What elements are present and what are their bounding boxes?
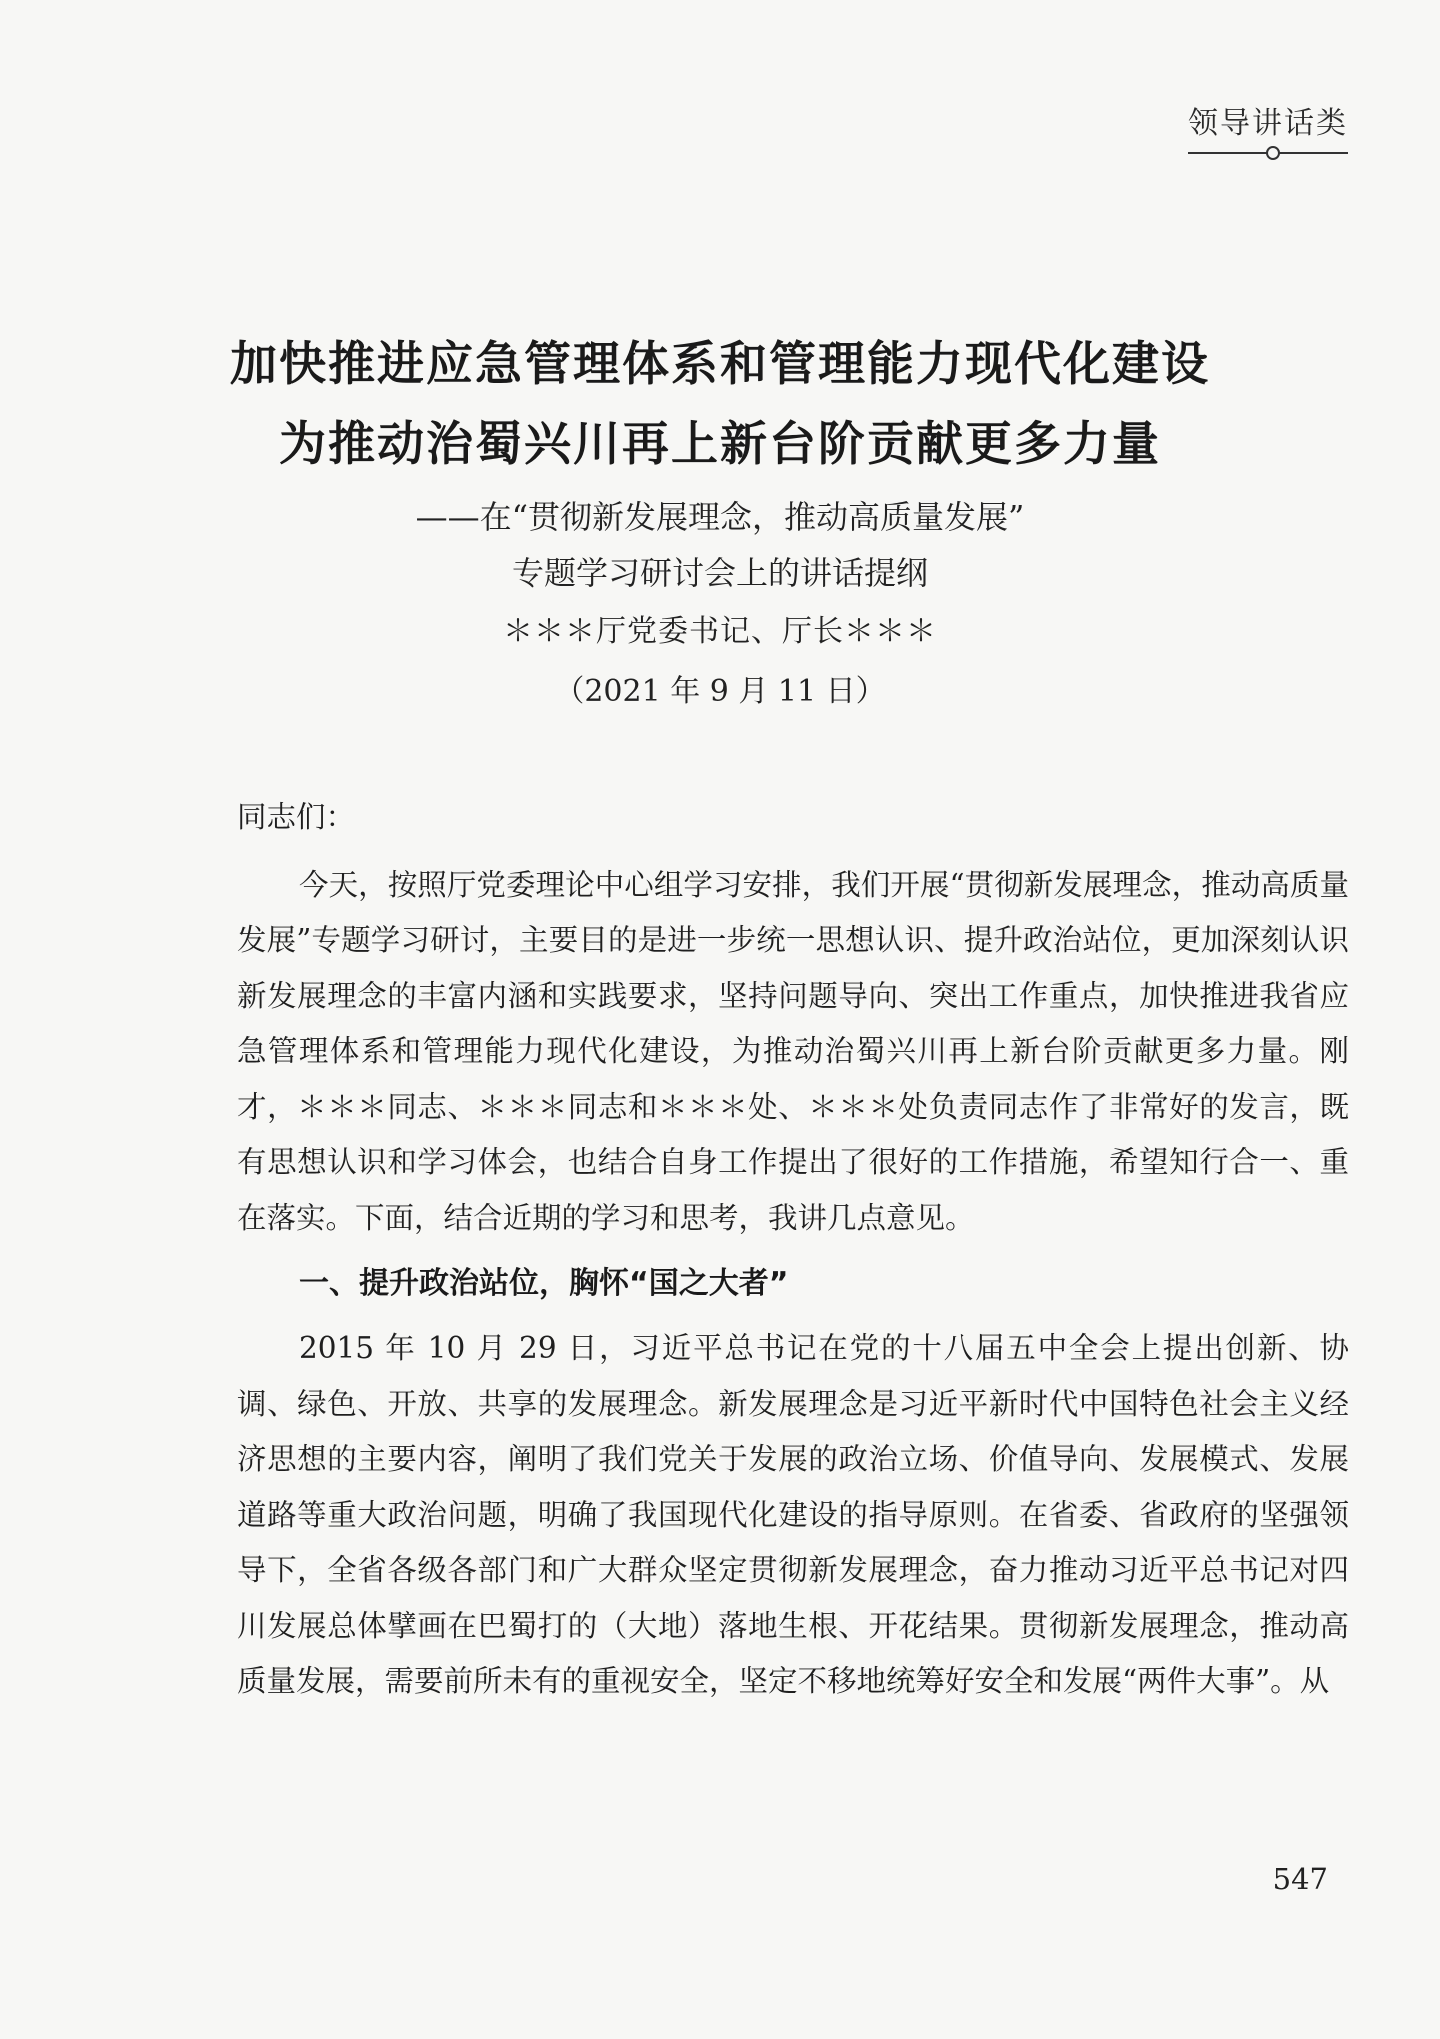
circle-ornament-icon <box>1266 146 1280 160</box>
header-rule <box>1188 152 1348 154</box>
speaker-line: ＊＊＊厅党委书记、厅长＊＊＊ <box>503 614 937 649</box>
intro-paragraph: 今天，按照厅党委理论中心组学习安排，我们开展“贯彻新发展理念，推动高质量发展”专题学习研讨，主要目的是进一步统一思想认识、提升政治站位，更加深刻认识新发展理念的丰富内涵和实践要求，坚持问题导向、突出工作重点，加快推进我省应急管理体系和管理能力现代化建设，为推动治蜀兴川再上新台阶贡献更多力量。刚才，＊＊＊同志、＊＊＊同志和＊＊＊处、＊＊＊处负责同志作了非常好的发言，既有思想认识和学习体会，也结合自身工作提出了很好的工作措施，希望知行合一、重在落实。下面，结合近期的学习和思考，我讲几点意见。 <box>237 867 1349 1235</box>
main-title-line-2: 为推动治蜀兴川再上新台阶贡献更多力量 <box>279 417 1161 472</box>
greeting: 同志们： <box>237 800 356 834</box>
category-label: 领导讲话类 <box>1188 106 1348 141</box>
subtitle-line-2: 专题学习研讨会上的讲话提纲 <box>511 554 928 592</box>
section-heading: 一、提升政治站位，胸怀“国之大者” <box>299 1266 789 1301</box>
page-number: 547 <box>1272 1862 1328 1896</box>
main-title-line-1: 加快推进应急管理体系和管理能力现代化建设 <box>230 337 1210 392</box>
section-1-paragraph: 2015 年 10 月 29 日，习近平总书记在党的十八届五中全会上提出创新、协调、绿色、开放、共享的发展理念。新发展理念是习近平新时代中国特色社会主义经济思想的主要内容，阐明了我们党关于发展的政治立场、价值导向、发展模式、发展道路等重大政治问题，明确了我国现代化建设的指导原则。在省委、省政府的坚强领导下，全省各级各部门和广大群众坚定贯彻新发展理念，奋力推动习近平总书记对四川发展总体擘画在巴蜀打的（大地）落地生根、开花结果。贯彻新发展理念，推动高质量发展，需要前所未有的重视安全，坚定不移地统筹好安全和发展“两件大事”。从 <box>237 1331 1349 1698</box>
subtitle-line-1: ——在“贯彻新发展理念，推动高质量发展” <box>415 498 1025 536</box>
running-header <box>1188 98 1348 154</box>
document-body <box>237 790 1349 1710</box>
title-block <box>0 325 1440 721</box>
speech-date: （2021 年 9 月 11 日） <box>554 674 886 709</box>
